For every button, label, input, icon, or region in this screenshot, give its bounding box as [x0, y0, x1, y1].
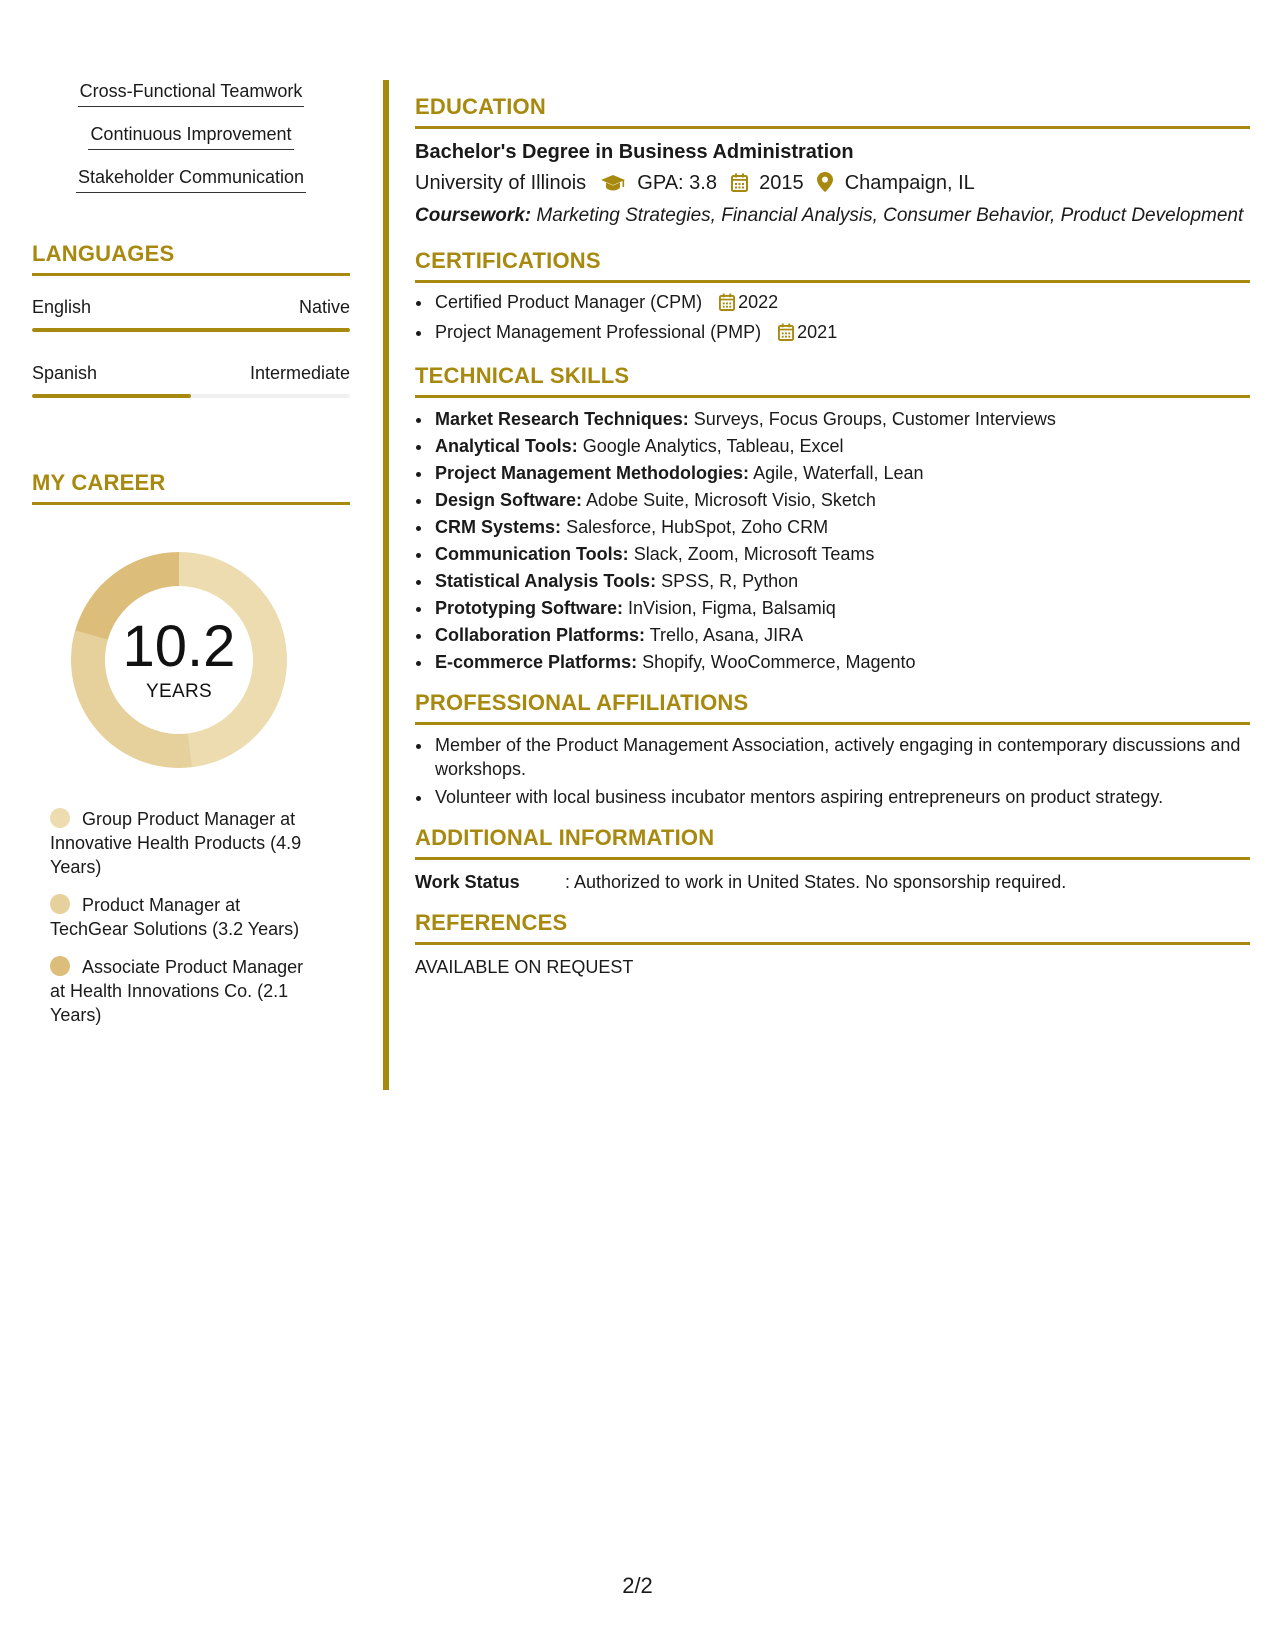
skill-category: Market Research Techniques: [435, 409, 689, 429]
school-location: Champaign, IL [844, 172, 975, 194]
languages-section [32, 241, 350, 398]
skill-values: Salesforce, HubSpot, Zoho CRM [566, 517, 829, 537]
education-details [415, 170, 1250, 199]
coursework-list: Marketing Strategies, Financial Analysis, Consumer Behavior, Product Development [536, 205, 1244, 226]
school-name: University of Illinois [415, 172, 587, 194]
skill-category: Analytical Tools: [435, 436, 578, 456]
affiliation-item: • Volunteer with local business incubator mentors aspiring entrepreneurs on product strategy. [433, 785, 1250, 809]
language-level: Intermediate [249, 363, 350, 383]
skill-values: Agile, Waterfall, Lean [753, 463, 924, 483]
language-item [32, 362, 350, 398]
language-bar [32, 394, 350, 398]
coursework [415, 204, 1250, 228]
legend-dot [50, 894, 70, 914]
skill-values: Google Analytics, Tableau, Excel [582, 436, 844, 456]
work-status-label: Work Status [415, 872, 520, 892]
skill-category: Project Management Methodologies: [435, 463, 750, 483]
affiliations-section [415, 690, 1250, 809]
skill-category: Collaboration Platforms: [435, 625, 646, 645]
legend-item [50, 807, 320, 879]
certifications-section [415, 248, 1250, 349]
language-name: Spanish [32, 363, 98, 383]
affiliations-title: PROFESSIONAL AFFILIATIONS [415, 690, 1250, 725]
skill-tag: Continuous Improvement [88, 123, 293, 150]
language-item [32, 296, 350, 332]
career-total-unit: YEARS [146, 681, 212, 702]
certification-year: 2022 [738, 292, 779, 312]
skill-category: Communication Tools: [435, 544, 629, 564]
career-section [32, 470, 350, 1027]
calendar-icon [731, 173, 748, 199]
language-level: Native [298, 297, 350, 317]
certifications-list [415, 289, 1250, 349]
skill-item [433, 649, 1250, 676]
legend-item [50, 955, 320, 1027]
skill-item [433, 406, 1250, 433]
language-bar-fill [32, 394, 191, 398]
language-bar [32, 328, 350, 332]
skill-item [433, 487, 1250, 514]
skill-item [433, 514, 1250, 541]
affiliation-item: • Member of the Product Management Association, actively engaging in contemporary discussions and workshops. [433, 733, 1250, 781]
certification-year: 2021 [797, 322, 838, 342]
education-section [415, 94, 1250, 228]
skill-values: Shopify, WooCommerce, Magento [642, 652, 916, 672]
skill-values: Slack, Zoom, Microsoft Teams [633, 544, 875, 564]
career-total-value: 10.2 [122, 614, 236, 679]
skill-values: InVision, Figma, Balsamiq [628, 598, 836, 618]
page-number: 2/2 [622, 1573, 653, 1598]
language-bar-fill [32, 328, 350, 332]
column-divider [383, 80, 389, 1090]
skill-category: CRM Systems: [435, 517, 562, 537]
skill-tag: Stakeholder Communication [76, 166, 306, 193]
affiliations-list [415, 733, 1250, 809]
certification-name: Certified Product Manager (CPM) [435, 292, 703, 312]
legend-label: Associate Product Manager at Health Innovations Co. (2.1 Years) [50, 957, 304, 1025]
career-title: MY CAREER [32, 470, 350, 505]
skill-item [433, 595, 1250, 622]
skill-category: E-commerce Platforms: [435, 652, 638, 672]
legend-item [50, 893, 320, 941]
references-title: REFERENCES [415, 910, 1250, 945]
coursework-label: Coursework: [415, 205, 532, 226]
gpa: GPA: 3.8 [637, 172, 717, 194]
skill-item [433, 622, 1250, 649]
technical-skills-section [415, 363, 1250, 676]
skills-list [32, 80, 350, 193]
work-status-value: : Authorized to work in United States. No sponsorship required. [565, 872, 1067, 892]
skill-category: Design Software: [435, 490, 583, 510]
calendar-icon [778, 322, 794, 349]
location-pin-icon [817, 172, 833, 199]
career-legend [32, 807, 350, 1027]
skill-values: Trello, Asana, JIRA [649, 625, 804, 645]
skill-item [433, 568, 1250, 595]
skill-values: Surveys, Focus Groups, Customer Interviews [693, 409, 1056, 429]
legend-dot [50, 808, 70, 828]
certification-item [433, 319, 1250, 349]
education-title: EDUCATION [415, 94, 1250, 129]
additional-info-title: ADDITIONAL INFORMATION [415, 825, 1250, 860]
skill-item [433, 460, 1250, 487]
left-column [32, 80, 350, 1041]
references-text: AVAILABLE ON REQUEST [415, 957, 634, 977]
career-donut-chart [64, 545, 294, 775]
technical-skills-list [415, 406, 1250, 676]
technical-skills-title: TECHNICAL SKILLS [415, 363, 1250, 398]
additional-info-section [415, 825, 1250, 894]
legend-dot [50, 956, 70, 976]
language-name: English [32, 297, 92, 317]
languages-title: LANGUAGES [32, 241, 350, 276]
skill-category: Prototyping Software: [435, 598, 623, 618]
certification-item [433, 289, 1250, 319]
certifications-title: CERTIFICATIONS [415, 248, 1250, 283]
certification-name: Project Management Professional (PMP) [435, 322, 762, 342]
skill-item [433, 433, 1250, 460]
degree-title: Bachelor's Degree in Business Administration [415, 141, 854, 163]
graduation-cap-icon [600, 173, 626, 199]
skill-tag: Cross-Functional Teamwork [78, 80, 305, 107]
skill-item [433, 541, 1250, 568]
legend-label: Group Product Manager at Innovative Health Products (4.9 Years) [50, 809, 302, 877]
references-section [415, 910, 1250, 979]
skill-category: Statistical Analysis Tools: [435, 571, 657, 591]
skill-values: SPSS, R, Python [661, 571, 799, 591]
graduation-year: 2015 [759, 172, 804, 194]
calendar-icon [719, 292, 735, 319]
legend-label: Product Manager at TechGear Solutions (3.2 Years) [50, 895, 300, 939]
right-column [415, 94, 1250, 979]
skill-values: Adobe Suite, Microsoft Visio, Sketch [586, 490, 876, 510]
work-status [415, 870, 1250, 894]
